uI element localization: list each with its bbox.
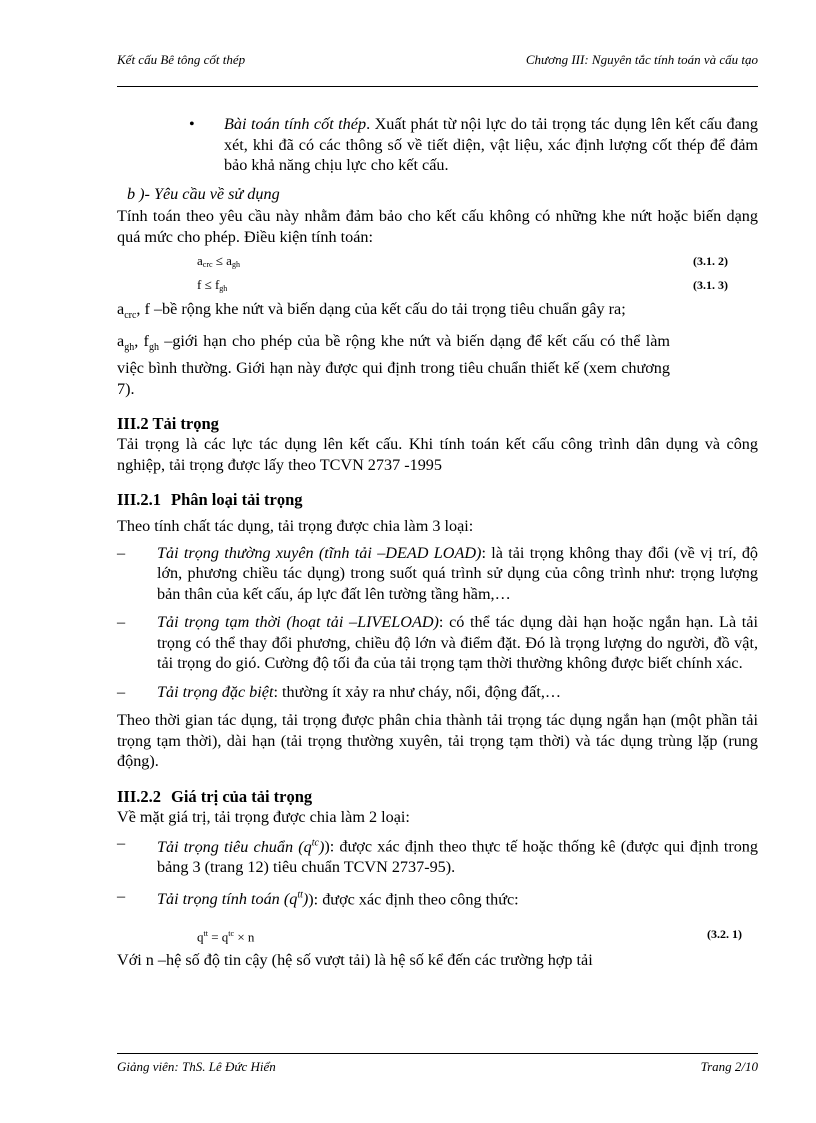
paragraph-1: Tính toán theo yêu cầu này nhằm đảm bảo cho kết cấu không có những khe nứt hoặc biến dạng quá mức cho phép. Điều kiện tính toán: (117, 207, 758, 246)
equation-3-1-3 (117, 271, 758, 295)
paragraph-5: Về mặt giá trị, tải trọng được chia làm 2 loại: (117, 807, 410, 826)
equation-3-1-2 (117, 247, 758, 271)
list-item-title: Tải trọng tiêu chuẩn $(q^{tc})$ (157, 837, 325, 856)
list-item-text: : thường ít xảy ra như cháy, nổi, động đất,… (273, 682, 562, 701)
list-item-title-text: Tải trọng tiêu chuẩn (q (157, 837, 312, 856)
heading-text: Giá trị của tải trọng (171, 786, 313, 806)
bullet-title: Bài toán tính cốt thép (224, 115, 367, 133)
equation-number: (3.2. 1) (707, 926, 742, 941)
paragraph-3: Theo tính chất tác dụng, tải trọng được chia làm 3 loại: (117, 517, 474, 536)
list-item-text: : có thể tác dụng dài hạn hoặc ngắn hạn. Là tải trọng có thể thay đổi phương, chiều độ lớn và điểm đặt. Đó là trọng lượng do người, đồ vật, tải trọng do gió. Cường độ tối đa của tải trọng tạm thời thường không được biết chính xác. (157, 613, 758, 673)
list-item-text: ): được xác định theo thực tế hoặc thống kê (được qui định trong bảng 3 (trang 12) tiêu chuẩn TCVN 2737-95). (157, 837, 758, 877)
list-item-design-load (117, 886, 758, 910)
dash-icon: – (117, 543, 126, 562)
header-rule (117, 86, 758, 87)
equation-formula: $q^{tt} = q^{tc} \times n$ (197, 928, 255, 945)
equation-3-2-1 (117, 918, 758, 946)
equation-number: (3.1. 3) (693, 278, 728, 292)
list-item-title: Tải trọng đặc biệt (157, 682, 274, 701)
dash-icon: – (117, 886, 126, 905)
heading-number: III.2.1 (117, 490, 162, 510)
footer-rule (117, 1053, 758, 1054)
list-item-text: ): được xác định theo công thức: (308, 890, 519, 909)
section-heading-3-2-1 (117, 489, 758, 510)
definition-1: $a_{crc}$, f –bề rộng khe nứt và biến dạng của kết cấu do tải trọng tiêu chuẩn gây ra; (117, 300, 626, 322)
page-header (117, 52, 758, 72)
equation-number: (3.1. 2) (693, 254, 728, 268)
paragraph-2: Tải trọng là các lực tác dụng lên kết cấu. Khi tính toán kết cấu công trình dân dụng và công nghiệp, tải trọng được lấy theo TCVN 2737 -1995 (117, 435, 758, 474)
heading-number: III.2.2 (117, 786, 162, 806)
list-item-title: Tải trọng tạm thời (hoạt tải –LIVELOAD) (157, 613, 439, 632)
section-heading-3-2: III.2 Tải trọng (117, 414, 219, 434)
list-item-text: : là tải trọng không thay đổi (về vị trí, độ lớn, phương chiều tác dụng) trong suốt quá trình sử dụng của công trình như: trọng lượng bản thân của kết cấu, áp lực đất lên tường tầng hầm,… (157, 543, 759, 603)
footer-page-number: Trang 2/10 (700, 1059, 758, 1074)
list-item-special-load (117, 682, 758, 703)
list-item-title-text: Tải trọng tính toán (q (157, 890, 298, 909)
equation-formula: $a_{crc} \le a_{gh}$ (197, 253, 240, 269)
footer-lecturer: Giảng viên: ThS. Lê Đức Hiển (117, 1059, 276, 1074)
list-item-dead-load (117, 543, 758, 605)
subsection-b: b )- Yêu cầu về sử dụng (127, 184, 280, 203)
list-item-standard-load (117, 833, 758, 877)
bullet-dot-icon: • (189, 115, 195, 133)
definition-1-text: –bề rộng khe nứt và biến dạng của kết cấu do tải trọng tiêu chuẩn gây ra; (149, 300, 626, 318)
list-item-title: Tải trọng tính toán $(q^{tt})$ (157, 889, 309, 909)
list-item-live-load (117, 612, 758, 674)
dash-icon: – (117, 834, 126, 853)
equation-formula: $f \le f_{gh}$ (197, 277, 228, 293)
dash-icon: – (117, 613, 126, 632)
section-heading-3-2-2 (117, 786, 758, 807)
paragraph-4: Theo thời gian tác dụng, tải trọng được phân chia thành tải trọng tác dụng ngắn hạn (một phần tải trọng tạm thời), dài hạn (tải trọng thường xuyên, tải trọng tạm thời) và tác dụng trùng lặp (rung động). (117, 711, 758, 771)
heading-text: Phân loại tải trọng (171, 490, 303, 510)
header-chapter-title: Chương III: Nguyên tắc tính toán và cấu tạo (525, 52, 758, 67)
definition-2-text: –giới hạn cho phép của bề rộng khe nứt và biến dạng để kết cấu có thể làm việc bình thường. Giới hạn này được qui định trong tiêu chuẩn thiết kế (xem chương 7). (117, 331, 670, 398)
paragraph-6: Với n –hệ số độ tin cậy (hệ số vượt tải) là hệ số kể đến các trường hợp tải (117, 950, 593, 969)
dash-icon: – (117, 682, 126, 701)
page-body (117, 114, 758, 970)
list-item-title: Tải trọng thường xuyên (tĩnh tải –DEAD LOAD) (157, 543, 482, 562)
definition-2: $a_{gh}$, $f_{gh}$ –giới hạn cho phép của bề rộng khe nứt và biến dạng để kết cấu có thể làm việc bình thường. Giới hạn này được qui định trong tiêu chuẩn thiết kế (xem chương 7). (117, 331, 670, 398)
bullet-text: . Xuất phát từ nội lực do tải trọng tác dụng lên kết cấu đang xét, khi đã có các thông số về tiết diện, vật liệu, xác định lượng cốt thép để đảm bảo khả năng chịu lực cho kết cấu. (224, 115, 758, 174)
bullet-item (117, 114, 758, 176)
page-footer (117, 1059, 758, 1079)
header-book-title: Kết cấu Bê tông cốt thép (117, 52, 246, 67)
